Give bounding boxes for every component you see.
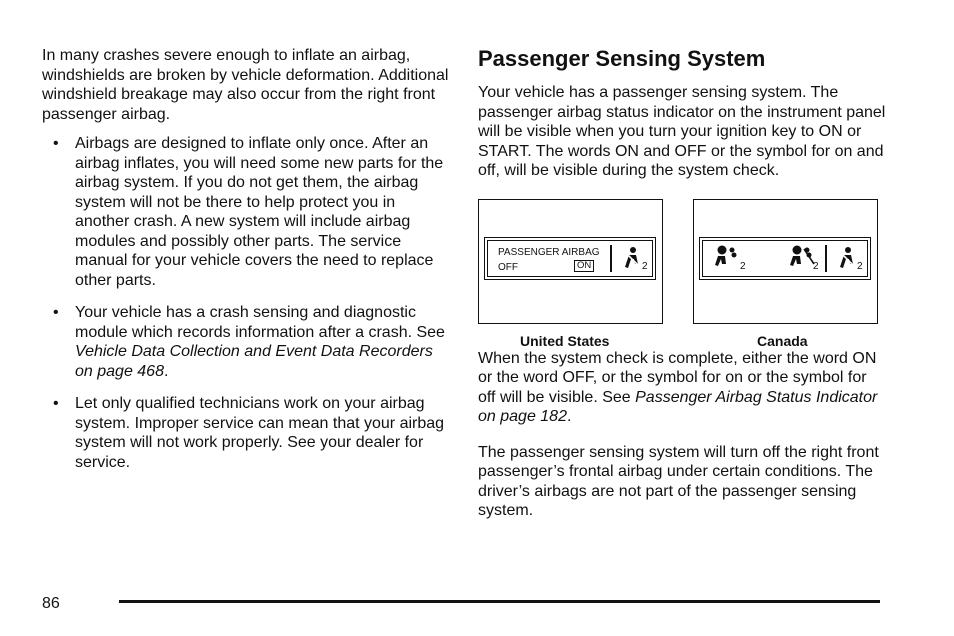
- us-indicator-frame: [487, 240, 653, 277]
- system-check-paragraph: [478, 349, 888, 427]
- seatbelt-icon: [835, 246, 857, 270]
- cross-reference-link[interactable]: Vehicle Data Collection and Event Data Recorders on page 468: [75, 343, 433, 380]
- seat-subscript: 2: [857, 260, 863, 272]
- canada-caption: Canada: [757, 332, 808, 349]
- cross-reference-link[interactable]: Passenger Airbag Status Indicator on page 182: [478, 388, 878, 425]
- intro-paragraph: In many crashes severe enough to inflate an airbag, windshields are broken by vehicle deformation. Additional windshield breakage may also occur from the right front passenger airbag.: [42, 47, 449, 123]
- airbag-off-conditions-paragraph: The passenger sensing system will turn off the right front passenger’s frontal airbag under certain conditions. The driver’s airbags are not part of the passenger sensing system.: [478, 443, 879, 519]
- off-label: OFF: [498, 261, 518, 273]
- bullet-dot: •: [53, 395, 59, 412]
- system-check-text: When the system check is complete, either the word ON or the word OFF, or the symbol for on or the symbol for off will be visible. See: [478, 349, 877, 406]
- airbag-on-subscript: 2: [740, 260, 746, 272]
- seat-subscript: 2: [642, 260, 648, 272]
- list-item: [42, 394, 452, 472]
- footer-rule-divider: [119, 600, 880, 603]
- bullet-dot: •: [53, 135, 59, 152]
- list-item: [42, 134, 452, 290]
- us-indicator-panel: [484, 237, 656, 280]
- on-label: ON: [574, 260, 594, 272]
- bullet-text: Airbags are designed to inflate only once. After an airbag inflates, you will need some new parts for the airbag system. If you do not get them, the airbag system will not be there to help protect you in another crash. A new system will include airbag modules and possibly other parts. The service manual for your vehicle covers the need to replace other parts.: [75, 135, 444, 289]
- canada-indicator-panel: [699, 237, 871, 280]
- left-column: [42, 46, 452, 485]
- system-check-tail: .: [566, 408, 572, 425]
- us-indicator-figure: [478, 199, 663, 324]
- passenger-sensing-paragraph: Your vehicle has a passenger sensing system. The passenger airbag status indicator on the instrument panel will be visible when you turn your ignition key to ON or START. The words ON and OFF or the symbol for on and off, will be visible during the system check.: [478, 84, 886, 179]
- bullet-tail: .: [163, 362, 169, 380]
- separator-divider: [825, 245, 827, 272]
- bullet-text: Your vehicle has a crash sensing and diagnostic module which records information after a crash. See: [75, 304, 445, 341]
- canada-indicator-frame: [702, 240, 868, 277]
- seatbelt-icon: [620, 246, 642, 270]
- bullet-text: Let only qualified technicians work on your airbag system. Improper service can mean that your airbag system will not work properly. See your dealer for service.: [75, 395, 445, 471]
- passenger-airbag-label: PASSENGER AIRBAG: [498, 246, 600, 258]
- indicator-figures: [478, 199, 888, 349]
- separator-divider: [610, 245, 612, 272]
- airbag-bullet-list: [42, 134, 452, 472]
- page-number: 86: [42, 595, 60, 612]
- united-states-caption: United States: [520, 332, 610, 349]
- airbag-off-subscript: 2: [813, 260, 819, 272]
- canada-indicator-figure: [693, 199, 878, 324]
- bullet-dot: •: [53, 304, 59, 321]
- list-item: [42, 303, 452, 381]
- airbag-on-icon: [714, 244, 742, 270]
- right-column: [478, 46, 888, 521]
- section-heading: Passenger Sensing System: [478, 46, 766, 71]
